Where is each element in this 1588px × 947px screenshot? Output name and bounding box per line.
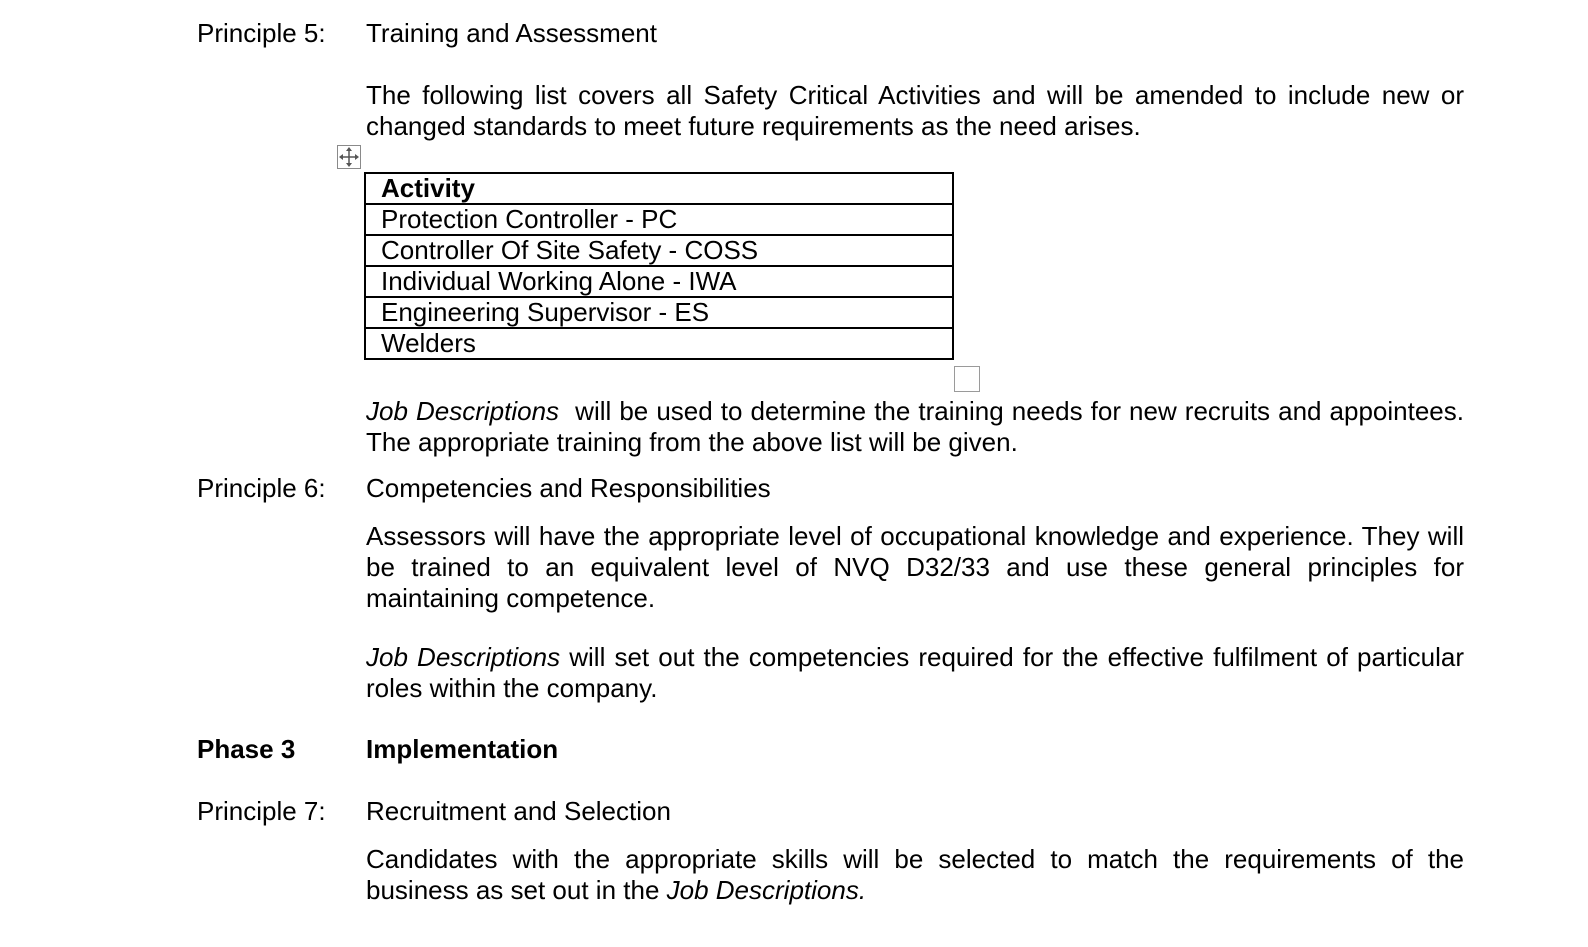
table-cell: Engineering Supervisor - ES [365, 297, 953, 328]
table-header-row [365, 173, 953, 204]
principle-6-para-2-text: will set out the competencies required for the effective fulfilment of particular roles within the company. [366, 642, 1464, 703]
principle-7-para [366, 844, 1464, 906]
table-move-handle-icon[interactable] [337, 145, 361, 169]
job-descriptions-ref: Job Descriptions [366, 642, 561, 672]
principle-6-para-2 [366, 642, 1464, 704]
phase-3-label: Phase 3 [197, 734, 296, 764]
table-row [365, 235, 953, 266]
job-descriptions-ref: Job Descriptions [666, 875, 859, 905]
table-cell: Individual Working Alone - IWA [365, 266, 953, 297]
principle-7-para-text: Candidates with the appropriate skills will be selected to match the requirements of the business as set out in the [366, 844, 1464, 905]
principle-6-para-1: Assessors will have the appropriate level of occupational knowledge and experience. They will be trained to an equivalent level of NVQ D32/33 and use these general principles for maintaining competence. [366, 521, 1464, 613]
principle-7-label: Principle 7: [197, 796, 326, 826]
principle-6-label: Principle 6: [197, 473, 326, 503]
table-row [365, 204, 953, 235]
principle-5-title: Training and Assessment [366, 18, 657, 48]
principle-5-intro: The following list covers all Safety Critical Activities and will be amended to include new or changed standards to meet future requirements as the need arises. [366, 80, 1464, 141]
table-row [365, 328, 953, 359]
table-resize-handle[interactable] [954, 366, 980, 392]
principle-5-label: Principle 5: [197, 18, 326, 48]
job-descriptions-ref: Job Descriptions [366, 396, 560, 426]
table-cell: Welders [365, 328, 953, 359]
table-header-activity: Activity [365, 173, 953, 204]
table-cell: Protection Controller - PC [365, 204, 953, 235]
table-row [365, 297, 953, 328]
principle-7-para-end: . [858, 875, 867, 905]
activity-table [364, 172, 954, 360]
principle-7-title: Recruitment and Selection [366, 796, 671, 826]
principle-5-after-table [366, 396, 1471, 458]
table-cell: Controller Of Site Safety - COSS [365, 235, 953, 266]
phase-3-title: Implementation [366, 734, 559, 764]
principle-5-after-text: will be used to determine the training needs for new recruits and appointees. The appropriate training from the above list will be given. [366, 396, 1471, 457]
table-row [365, 266, 953, 297]
principle-6-title: Competencies and Responsibilities [366, 473, 771, 503]
